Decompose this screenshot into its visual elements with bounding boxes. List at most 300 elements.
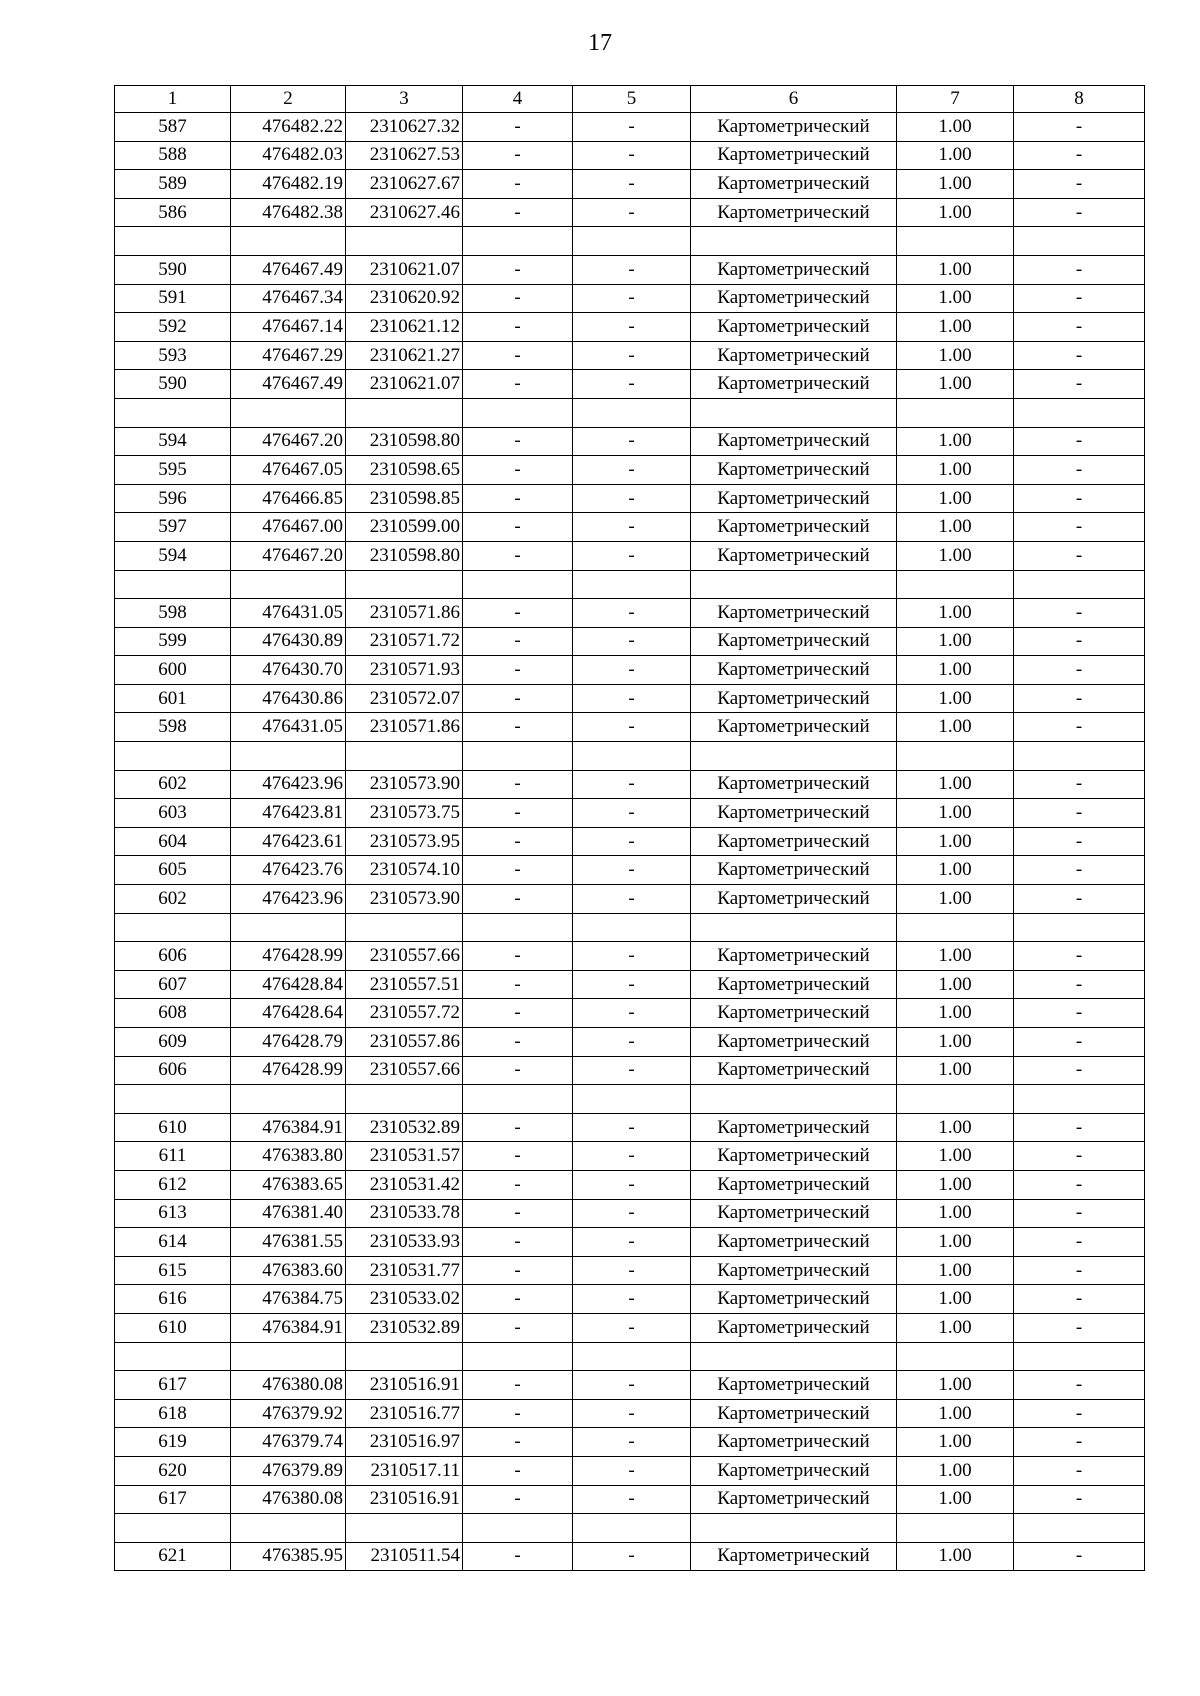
point-number-cell: 591 — [115, 284, 231, 313]
point-number-cell: 621 — [115, 1542, 231, 1571]
table-row — [115, 770, 1145, 799]
x-coordinate-cell — [231, 1514, 346, 1543]
point-number-cell: 600 — [115, 656, 231, 685]
table-row — [115, 713, 1145, 742]
col-8-cell: - — [1014, 427, 1145, 456]
y-coordinate-cell: 2310573.95 — [346, 827, 463, 856]
col-5-cell: - — [573, 1170, 691, 1199]
point-number-cell — [115, 398, 231, 427]
y-coordinate-cell: 2310627.67 — [346, 170, 463, 199]
method-cell: Картометрический — [691, 541, 897, 570]
col-4-cell: - — [463, 1228, 573, 1257]
col-4-cell: - — [463, 284, 573, 313]
x-coordinate-cell: 476482.03 — [231, 141, 346, 170]
col-4-cell — [463, 913, 573, 942]
accuracy-cell: 1.00 — [897, 770, 1014, 799]
method-cell: 6 — [691, 86, 897, 113]
accuracy-cell: 1.00 — [897, 1170, 1014, 1199]
method-cell — [691, 570, 897, 599]
col-5-cell: - — [573, 770, 691, 799]
y-coordinate-cell — [346, 1342, 463, 1371]
x-coordinate-cell: 476428.64 — [231, 999, 346, 1028]
method-cell: Картометрический — [691, 1028, 897, 1057]
blank-row — [115, 1514, 1145, 1543]
point-number-cell: 612 — [115, 1170, 231, 1199]
accuracy-cell — [897, 1085, 1014, 1114]
y-coordinate-cell: 2310572.07 — [346, 684, 463, 713]
method-cell: Картометрический — [691, 1228, 897, 1257]
col-4-cell: - — [463, 599, 573, 628]
y-coordinate-cell: 2310574.10 — [346, 856, 463, 885]
col-8-cell — [1014, 398, 1145, 427]
y-coordinate-cell — [346, 742, 463, 771]
col-4-cell: - — [463, 1170, 573, 1199]
col-5-cell: - — [573, 1313, 691, 1342]
col-4-cell: - — [463, 713, 573, 742]
col-8-cell: - — [1014, 827, 1145, 856]
accuracy-cell: 1.00 — [897, 1371, 1014, 1400]
col-5-cell: - — [573, 1428, 691, 1457]
method-cell: Картометрический — [691, 456, 897, 485]
table-row — [115, 684, 1145, 713]
col-5-cell: - — [573, 255, 691, 284]
point-number-cell: 610 — [115, 1313, 231, 1342]
table-row — [115, 255, 1145, 284]
col-8-cell: - — [1014, 1285, 1145, 1314]
method-cell: Картометрический — [691, 1456, 897, 1485]
table-row — [115, 1113, 1145, 1142]
x-coordinate-cell: 476430.86 — [231, 684, 346, 713]
col-8-cell: - — [1014, 799, 1145, 828]
method-cell: Картометрический — [691, 656, 897, 685]
x-coordinate-cell: 476423.81 — [231, 799, 346, 828]
x-coordinate-cell — [231, 570, 346, 599]
col-4-cell: - — [463, 427, 573, 456]
point-number-cell: 590 — [115, 255, 231, 284]
y-coordinate-cell: 2310627.53 — [346, 141, 463, 170]
method-cell: Картометрический — [691, 799, 897, 828]
col-4-cell: - — [463, 484, 573, 513]
col-5-cell: - — [573, 1456, 691, 1485]
col-4-cell: - — [463, 999, 573, 1028]
col-5-cell: - — [573, 970, 691, 999]
method-cell: Картометрический — [691, 713, 897, 742]
point-number-cell — [115, 1085, 231, 1114]
x-coordinate-cell: 476379.92 — [231, 1399, 346, 1428]
col-8-cell: - — [1014, 656, 1145, 685]
table-row — [115, 427, 1145, 456]
accuracy-cell: 1.00 — [897, 541, 1014, 570]
accuracy-cell: 1.00 — [897, 1542, 1014, 1571]
point-number-cell — [115, 742, 231, 771]
col-4-cell: - — [463, 170, 573, 199]
col-4-cell: - — [463, 1256, 573, 1285]
point-number-cell: 606 — [115, 1056, 231, 1085]
col-8-cell: - — [1014, 1228, 1145, 1257]
y-coordinate-cell: 2310571.86 — [346, 599, 463, 628]
point-number-cell: 603 — [115, 799, 231, 828]
accuracy-cell: 1.00 — [897, 599, 1014, 628]
point-number-cell: 1 — [115, 86, 231, 113]
point-number-cell — [115, 913, 231, 942]
accuracy-cell: 1.00 — [897, 1285, 1014, 1314]
y-coordinate-cell: 2310571.86 — [346, 713, 463, 742]
accuracy-cell — [897, 398, 1014, 427]
accuracy-cell: 1.00 — [897, 484, 1014, 513]
y-coordinate-cell: 2310573.75 — [346, 799, 463, 828]
col-5-cell: - — [573, 1228, 691, 1257]
x-coordinate-cell: 476431.05 — [231, 713, 346, 742]
y-coordinate-cell: 2310627.46 — [346, 198, 463, 227]
y-coordinate-cell: 2310516.77 — [346, 1399, 463, 1428]
y-coordinate-cell — [346, 1085, 463, 1114]
method-cell: Картометрический — [691, 255, 897, 284]
method-cell: Картометрический — [691, 1170, 897, 1199]
x-coordinate-cell: 476467.49 — [231, 255, 346, 284]
col-4-cell: 4 — [463, 86, 573, 113]
col-8-cell: - — [1014, 1170, 1145, 1199]
table-row — [115, 1428, 1145, 1457]
col-4-cell: - — [463, 1399, 573, 1428]
col-8-cell: - — [1014, 627, 1145, 656]
blank-row — [115, 1085, 1145, 1114]
table-row — [115, 799, 1145, 828]
point-number-cell: 617 — [115, 1371, 231, 1400]
col-8-cell: - — [1014, 1371, 1145, 1400]
point-number-cell: 587 — [115, 113, 231, 142]
method-cell: Картометрический — [691, 1256, 897, 1285]
point-number-cell: 594 — [115, 427, 231, 456]
col-8-cell: - — [1014, 284, 1145, 313]
col-8-cell: - — [1014, 198, 1145, 227]
accuracy-cell: 1.00 — [897, 113, 1014, 142]
x-coordinate-cell: 476467.29 — [231, 341, 346, 370]
col-4-cell: - — [463, 1542, 573, 1571]
x-coordinate-cell: 476467.00 — [231, 513, 346, 542]
col-5-cell: - — [573, 1371, 691, 1400]
y-coordinate-cell: 2310533.93 — [346, 1228, 463, 1257]
point-number-cell: 615 — [115, 1256, 231, 1285]
accuracy-cell — [897, 227, 1014, 256]
col-8-cell — [1014, 227, 1145, 256]
blank-row — [115, 398, 1145, 427]
y-coordinate-cell: 2310621.07 — [346, 370, 463, 399]
col-5-cell: - — [573, 1256, 691, 1285]
col-4-cell: - — [463, 341, 573, 370]
table-row — [115, 1028, 1145, 1057]
y-coordinate-cell: 2310621.07 — [346, 255, 463, 284]
table-row — [115, 113, 1145, 142]
col-5-cell — [573, 1342, 691, 1371]
accuracy-cell — [897, 570, 1014, 599]
point-number-cell: 598 — [115, 713, 231, 742]
point-number-cell: 596 — [115, 484, 231, 513]
col-4-cell: - — [463, 627, 573, 656]
col-5-cell: - — [573, 1028, 691, 1057]
table-row — [115, 656, 1145, 685]
y-coordinate-cell — [346, 913, 463, 942]
col-5-cell: - — [573, 799, 691, 828]
col-4-cell — [463, 742, 573, 771]
col-5-cell: - — [573, 370, 691, 399]
point-number-cell: 602 — [115, 770, 231, 799]
point-number-cell: 601 — [115, 684, 231, 713]
table-row — [115, 313, 1145, 342]
point-number-cell: 594 — [115, 541, 231, 570]
blank-row — [115, 742, 1145, 771]
accuracy-cell: 1.00 — [897, 456, 1014, 485]
col-5-cell: - — [573, 942, 691, 971]
col-4-cell: - — [463, 313, 573, 342]
point-number-cell: 593 — [115, 341, 231, 370]
point-number-cell: 589 — [115, 170, 231, 199]
col-8-cell: - — [1014, 1456, 1145, 1485]
accuracy-cell: 1.00 — [897, 1399, 1014, 1428]
method-cell — [691, 1342, 897, 1371]
table-row — [115, 284, 1145, 313]
accuracy-cell: 1.00 — [897, 1313, 1014, 1342]
method-cell: Картометрический — [691, 1399, 897, 1428]
y-coordinate-cell: 2310517.11 — [346, 1456, 463, 1485]
method-cell — [691, 1085, 897, 1114]
method-cell — [691, 913, 897, 942]
table-row — [115, 885, 1145, 914]
y-coordinate-cell: 2310557.51 — [346, 970, 463, 999]
point-number-cell: 608 — [115, 999, 231, 1028]
y-coordinate-cell: 2310516.97 — [346, 1428, 463, 1457]
x-coordinate-cell: 476428.84 — [231, 970, 346, 999]
col-5-cell: - — [573, 141, 691, 170]
table-row — [115, 1256, 1145, 1285]
table-row — [115, 1285, 1145, 1314]
col-4-cell: - — [463, 1313, 573, 1342]
x-coordinate-cell: 476384.91 — [231, 1313, 346, 1342]
col-8-cell: - — [1014, 341, 1145, 370]
accuracy-cell: 1.00 — [897, 999, 1014, 1028]
col-8-cell: - — [1014, 684, 1145, 713]
accuracy-cell: 1.00 — [897, 827, 1014, 856]
col-5-cell: - — [573, 170, 691, 199]
table-row — [115, 1485, 1145, 1514]
col-4-cell: - — [463, 970, 573, 999]
x-coordinate-cell: 476385.95 — [231, 1542, 346, 1571]
col-5-cell — [573, 1514, 691, 1543]
col-4-cell: - — [463, 113, 573, 142]
table-row — [115, 942, 1145, 971]
col-8-cell: - — [1014, 484, 1145, 513]
method-cell: Картометрический — [691, 1056, 897, 1085]
method-cell: Картометрический — [691, 198, 897, 227]
y-coordinate-cell: 2310598.65 — [346, 456, 463, 485]
method-cell — [691, 227, 897, 256]
accuracy-cell: 1.00 — [897, 170, 1014, 199]
x-coordinate-cell: 476423.61 — [231, 827, 346, 856]
col-8-cell — [1014, 742, 1145, 771]
col-5-cell: 5 — [573, 86, 691, 113]
col-4-cell — [463, 1342, 573, 1371]
accuracy-cell: 1.00 — [897, 1056, 1014, 1085]
col-4-cell: - — [463, 370, 573, 399]
x-coordinate-cell — [231, 1342, 346, 1371]
point-number-cell: 605 — [115, 856, 231, 885]
y-coordinate-cell: 2310598.80 — [346, 427, 463, 456]
table-row — [115, 827, 1145, 856]
y-coordinate-cell: 2310571.93 — [346, 656, 463, 685]
col-4-cell — [463, 570, 573, 599]
col-5-cell: - — [573, 627, 691, 656]
table-row — [115, 1542, 1145, 1571]
point-number-cell: 595 — [115, 456, 231, 485]
y-coordinate-cell — [346, 398, 463, 427]
col-8-cell: - — [1014, 1485, 1145, 1514]
point-number-cell: 606 — [115, 942, 231, 971]
y-coordinate-cell: 2310598.80 — [346, 541, 463, 570]
accuracy-cell: 1.00 — [897, 1113, 1014, 1142]
accuracy-cell: 1.00 — [897, 1485, 1014, 1514]
col-5-cell — [573, 1085, 691, 1114]
col-8-cell: - — [1014, 713, 1145, 742]
col-4-cell: - — [463, 684, 573, 713]
accuracy-cell: 1.00 — [897, 255, 1014, 284]
method-cell: Картометрический — [691, 341, 897, 370]
point-number-cell: 619 — [115, 1428, 231, 1457]
point-number-cell — [115, 1342, 231, 1371]
table-row — [115, 141, 1145, 170]
page-number: 17 — [588, 30, 612, 56]
col-4-cell: - — [463, 1428, 573, 1457]
col-5-cell: - — [573, 856, 691, 885]
y-coordinate-cell: 2310621.12 — [346, 313, 463, 342]
col-5-cell: - — [573, 1199, 691, 1228]
method-cell: Картометрический — [691, 970, 897, 999]
col-8-cell: - — [1014, 1199, 1145, 1228]
y-coordinate-cell: 2310621.27 — [346, 341, 463, 370]
col-8-cell — [1014, 1342, 1145, 1371]
point-number-cell: 599 — [115, 627, 231, 656]
col-4-cell: - — [463, 1285, 573, 1314]
y-coordinate-cell: 2310516.91 — [346, 1485, 463, 1514]
col-8-cell: - — [1014, 1313, 1145, 1342]
col-8-cell — [1014, 913, 1145, 942]
method-cell: Картометрический — [691, 1113, 897, 1142]
method-cell: Картометрический — [691, 313, 897, 342]
y-coordinate-cell: 2310573.90 — [346, 770, 463, 799]
col-8-cell: - — [1014, 999, 1145, 1028]
col-4-cell: - — [463, 1456, 573, 1485]
point-number-cell: 586 — [115, 198, 231, 227]
method-cell: Картометрический — [691, 1199, 897, 1228]
method-cell — [691, 1514, 897, 1543]
col-8-cell: - — [1014, 1256, 1145, 1285]
col-8-cell: - — [1014, 255, 1145, 284]
point-number-cell: 613 — [115, 1199, 231, 1228]
accuracy-cell: 1.00 — [897, 970, 1014, 999]
y-coordinate-cell: 2310516.91 — [346, 1371, 463, 1400]
col-5-cell: - — [573, 713, 691, 742]
col-5-cell: - — [573, 198, 691, 227]
method-cell — [691, 398, 897, 427]
method-cell: Картометрический — [691, 827, 897, 856]
method-cell: Картометрический — [691, 284, 897, 313]
col-5-cell: - — [573, 284, 691, 313]
x-coordinate-cell: 476467.49 — [231, 370, 346, 399]
col-4-cell: - — [463, 770, 573, 799]
point-number-cell: 602 — [115, 885, 231, 914]
point-number-cell: 590 — [115, 370, 231, 399]
col-4-cell: - — [463, 1056, 573, 1085]
x-coordinate-cell: 476381.55 — [231, 1228, 346, 1257]
col-5-cell: - — [573, 341, 691, 370]
x-coordinate-cell: 476467.14 — [231, 313, 346, 342]
coordinates-table — [114, 85, 1145, 1571]
col-8-cell: - — [1014, 970, 1145, 999]
table-row — [115, 456, 1145, 485]
col-8-cell — [1014, 1085, 1145, 1114]
x-coordinate-cell: 476467.34 — [231, 284, 346, 313]
x-coordinate-cell: 476381.40 — [231, 1199, 346, 1228]
table-body — [115, 86, 1145, 1571]
accuracy-cell: 1.00 — [897, 713, 1014, 742]
header-row — [115, 86, 1145, 113]
accuracy-cell: 1.00 — [897, 1142, 1014, 1171]
blank-row — [115, 1342, 1145, 1371]
x-coordinate-cell: 476466.85 — [231, 484, 346, 513]
col-8-cell: - — [1014, 370, 1145, 399]
col-4-cell: - — [463, 541, 573, 570]
col-5-cell: - — [573, 1113, 691, 1142]
col-8-cell: 8 — [1014, 86, 1145, 113]
col-5-cell: - — [573, 684, 691, 713]
table-row — [115, 513, 1145, 542]
accuracy-cell: 1.00 — [897, 656, 1014, 685]
table-row — [115, 1056, 1145, 1085]
x-coordinate-cell: 2 — [231, 86, 346, 113]
col-8-cell: - — [1014, 1056, 1145, 1085]
col-5-cell: - — [573, 999, 691, 1028]
accuracy-cell: 1.00 — [897, 1028, 1014, 1057]
y-coordinate-cell: 2310532.89 — [346, 1113, 463, 1142]
point-number-cell: 611 — [115, 1142, 231, 1171]
y-coordinate-cell: 2310620.92 — [346, 284, 463, 313]
col-4-cell: - — [463, 513, 573, 542]
col-4-cell: - — [463, 456, 573, 485]
x-coordinate-cell: 476379.89 — [231, 1456, 346, 1485]
x-coordinate-cell: 476380.08 — [231, 1371, 346, 1400]
x-coordinate-cell — [231, 1085, 346, 1114]
x-coordinate-cell: 476428.99 — [231, 942, 346, 971]
table-row — [115, 341, 1145, 370]
x-coordinate-cell — [231, 398, 346, 427]
table-row — [115, 541, 1145, 570]
table-row — [115, 627, 1145, 656]
accuracy-cell: 1.00 — [897, 284, 1014, 313]
col-8-cell: - — [1014, 541, 1145, 570]
blank-row — [115, 227, 1145, 256]
method-cell: Картометрический — [691, 513, 897, 542]
accuracy-cell — [897, 913, 1014, 942]
col-5-cell: - — [573, 113, 691, 142]
col-5-cell: - — [573, 1056, 691, 1085]
x-coordinate-cell: 476384.91 — [231, 1113, 346, 1142]
col-8-cell: - — [1014, 1028, 1145, 1057]
y-coordinate-cell — [346, 227, 463, 256]
point-number-cell: 598 — [115, 599, 231, 628]
table-row — [115, 198, 1145, 227]
point-number-cell — [115, 227, 231, 256]
col-4-cell — [463, 398, 573, 427]
x-coordinate-cell: 476467.05 — [231, 456, 346, 485]
col-8-cell: - — [1014, 599, 1145, 628]
